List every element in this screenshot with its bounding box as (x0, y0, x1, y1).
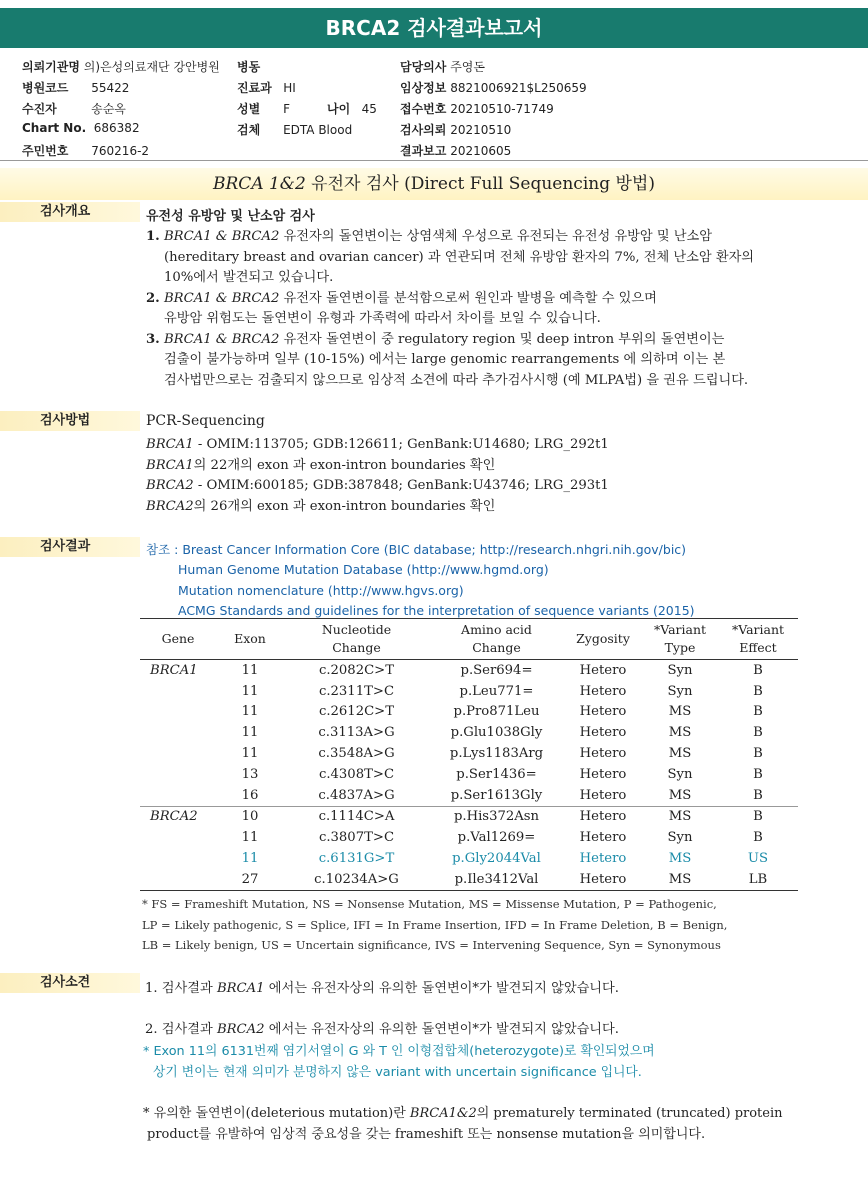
cell-exon: 11 (241, 704, 259, 720)
cell-amino-acid: p.Ile3412Val (454, 871, 539, 887)
item-line: 유방암 위험도는 돌연변이 유형과 가족력에 따라서 차이를 보일 수 있습니다. (164, 311, 601, 326)
cell-variant-effect: B (753, 746, 763, 762)
item-line: 유전자 돌연변이 중 regulatory region 및 deep intron 부위의 돌연변이는 (279, 331, 725, 347)
cell-gene (140, 869, 216, 890)
col-amino-acid (429, 619, 564, 660)
header-value: 20210510 (450, 123, 512, 137)
table-row (140, 743, 798, 764)
cell-variant-effect: B (753, 787, 763, 803)
method-text: 의 22개의 exon 과 exon-intron boundaries 확인 (193, 457, 496, 473)
col-nucleotide-l1: Nucleotide (321, 622, 392, 637)
cell-nucleotide: c.3113A>G (318, 725, 395, 741)
footnote-line: LB = Likely benign, US = Uncertain significance, IVS = Intervening Sequence, Syn = Synonymous (142, 938, 721, 952)
gene-name: BRCA2 (146, 498, 194, 514)
cell-gene: BRCA2 (150, 809, 198, 825)
cell-exon: 11 (241, 830, 259, 846)
item-genes: BRCA1 & BRCA2 (163, 331, 280, 347)
cell-nucleotide: c.2082C>T (318, 662, 395, 678)
header-value: 송순옥 (91, 102, 126, 116)
cell-amino-acid: p.Leu771= (459, 683, 534, 699)
header-label: 병동 (237, 60, 261, 74)
col-variant-type (642, 619, 718, 660)
col-amino-acid-l2: Change (472, 640, 521, 655)
cell-variant-type: Syn (667, 766, 693, 782)
cell-gene (140, 743, 216, 764)
cell-zygosity: Hetero (579, 851, 627, 867)
header-label: 병원코드 (22, 81, 69, 95)
cell-zygosity: Hetero (579, 704, 627, 720)
col-variant-effect-l2: Effect (739, 640, 777, 655)
gene-name: BRCA1 (216, 981, 265, 996)
cell-gene (140, 827, 216, 848)
col-variant-effect-l1: *Variant (731, 622, 785, 637)
table-row (140, 827, 798, 848)
cell-zygosity: Hetero (579, 787, 627, 803)
cell-nucleotide: c.3807T>C (318, 830, 395, 846)
item-line: (hereditary breast and ovarian cancer) 과 연관되며 전체 유방암 환자의 7%, 전체 난소암 환자의 (164, 249, 755, 265)
header-value: 8821006921$L250659 (450, 81, 587, 95)
item-genes: BRCA1 & BRCA2 (163, 229, 280, 244)
cell-gene (140, 702, 216, 723)
finding-4: 상기 변이는 현재 의미가 분명하지 않은 variant with uncertain significance 입니다. (153, 1065, 642, 1080)
item-number: 2. (146, 290, 160, 306)
method-line (146, 476, 609, 497)
col-amino-acid-l1: Amino acid (461, 622, 532, 637)
header-label: 진료과 (237, 81, 272, 95)
section-label-result: 검사결과 (0, 537, 140, 557)
cell-variant-effect: B (753, 725, 763, 741)
cell-exon: 11 (241, 746, 259, 762)
col-zygosity: Zygosity (576, 631, 630, 646)
cell-zygosity: Hetero (579, 725, 627, 741)
header-divider (0, 160, 868, 161)
finding-text: 2. 검사결과 (145, 1022, 217, 1037)
item-line: 유전자의 돌연변이는 상염색체 우성으로 유전되는 유전성 유방암 및 난소암 (279, 229, 712, 244)
cell-zygosity: Hetero (579, 683, 627, 699)
header-label: 검체 (237, 123, 261, 137)
method-line (146, 456, 609, 477)
header-value: 20210605 (450, 144, 512, 158)
header-value: 55422 (91, 81, 130, 95)
col-nucleotide (284, 619, 429, 660)
footnote-line: * FS = Frameshift Mutation, NS = Nonsense Mutation, MS = Missense Mutation, P = Pathogenic, (142, 897, 717, 911)
cell-nucleotide: c.3548A>G (318, 746, 395, 762)
note-2: product를 유발하여 임상적 중요성을 갖는 frameshift 또는 nonsense mutation을 의미합니다. (147, 1127, 706, 1142)
header-label: 수진자 (22, 102, 57, 116)
cell-gene (140, 785, 216, 806)
method-title-italic: BRCA 1&2 (213, 174, 306, 194)
cell-nucleotide: c.10234A>G (314, 871, 399, 887)
header-value: 686382 (93, 121, 140, 135)
cell-nucleotide: c.6131G>T (318, 851, 395, 867)
cell-amino-acid: p.Ser694= (460, 662, 533, 678)
col-variant-type-l2: Type (664, 640, 696, 655)
cell-variant-effect: B (753, 830, 763, 846)
header-label: 의뢰기관명 (22, 60, 80, 74)
header-right (400, 58, 587, 163)
cell-amino-acid: p.Glu1038Gly (450, 725, 543, 741)
cell-exon: 11 (241, 725, 259, 741)
header-dept (237, 79, 296, 96)
cell-variant-type: MS (668, 725, 692, 741)
finding-text: 1. 검사결과 (145, 981, 217, 996)
cell-nucleotide: c.4308T>C (318, 766, 395, 782)
header-label: 결과보고 (400, 144, 447, 158)
cell-variant-type: Syn (667, 830, 693, 846)
cell-amino-acid: p.Lys1183Arg (449, 746, 544, 762)
cell-exon: 13 (241, 766, 259, 782)
table-row (140, 764, 798, 785)
cell-nucleotide: c.2612C>T (318, 704, 395, 720)
header-value: F (283, 102, 290, 116)
header-specimen (237, 121, 352, 138)
col-gene: Gene (161, 631, 195, 646)
table-row (140, 785, 798, 806)
item-line: 검출이 불가능하며 일부 (10-15%) 에서는 large genomic rearrangements 에 의하며 이는 본 (164, 352, 726, 367)
finding-2 (145, 1018, 619, 1037)
overview-item-3 (146, 330, 754, 351)
item-line: 10%에서 발견되고 있습니다. (164, 270, 334, 285)
method-line (146, 435, 609, 456)
cell-variant-effect: US (747, 851, 769, 867)
cell-variant-effect: B (753, 766, 763, 782)
variant-table (140, 618, 798, 891)
table-row (140, 681, 798, 702)
cell-exon: 16 (241, 787, 259, 803)
section-label-method: 검사방법 (0, 411, 140, 431)
cell-zygosity: Hetero (579, 766, 627, 782)
cell-zygosity: Hetero (579, 830, 627, 846)
references (146, 540, 695, 621)
header-value: HI (283, 81, 296, 95)
reference-text: Breast Cancer Information Core (BIC database; http://research.nhgri.nih.gov/bic) (182, 542, 687, 557)
note-text: 의 prematurely terminated (truncated) protein (476, 1106, 783, 1121)
reference-line: Human Genome Mutation Database (http://www.hgmd.org) (178, 562, 549, 578)
cell-exon: 11 (241, 662, 259, 678)
report-title-text: BRCA2 검사결과보고서 (325, 16, 543, 40)
overview-item-2 (146, 289, 754, 310)
cell-exon: 10 (241, 809, 259, 825)
cell-nucleotide: c.1114C>A (318, 809, 395, 825)
overview-items (146, 227, 754, 391)
col-variant-effect (718, 619, 798, 660)
header-value: 주영돈 (450, 60, 485, 74)
cell-variant-effect: B (753, 683, 763, 699)
cell-nucleotide: c.4837A>G (318, 787, 395, 803)
reference-line: ACMG Standards and guidelines for the interpretation of sequence variants (2015) (178, 602, 695, 618)
cell-variant-type: MS (668, 809, 692, 825)
cell-zygosity: Hetero (579, 662, 627, 678)
header-age (327, 100, 377, 117)
cell-gene: BRCA1 (150, 662, 198, 678)
cell-amino-acid: p.Val1269= (457, 830, 536, 846)
header-label: 임상정보 (400, 81, 447, 95)
item-number: 1. (146, 229, 160, 244)
cell-variant-type: MS (668, 704, 692, 720)
section-label-overview: 검사개요 (0, 202, 140, 222)
cell-variant-effect: LB (748, 871, 768, 887)
overview-item-1 (146, 227, 754, 248)
cell-variant-type: MS (668, 787, 692, 803)
cell-amino-acid: p.Gly2044Val (452, 851, 541, 867)
header-label: 성별 (237, 102, 261, 116)
method-line (146, 497, 609, 518)
reference-prefix: 참조 : (146, 542, 183, 557)
cell-variant-type: Syn (667, 662, 693, 678)
cell-exon: 11 (241, 683, 259, 699)
item-genes: BRCA1 & BRCA2 (163, 290, 280, 306)
finding-text: 에서는 유전자상의 유의한 돌연변이*가 발견되지 않았습니다. (264, 981, 619, 996)
col-exon: Exon (234, 631, 266, 646)
table-row (140, 702, 798, 723)
finding-text: 에서는 유전자상의 유의한 돌연변이*가 발견되지 않았습니다. (264, 1022, 619, 1037)
cell-exon: 11 (241, 851, 259, 867)
cell-variant-effect: B (753, 704, 763, 720)
col-variant-type-l1: *Variant (653, 622, 707, 637)
table-row (140, 848, 798, 869)
header-left (22, 58, 220, 163)
note-1 (143, 1102, 783, 1121)
table-row (140, 722, 798, 743)
header-label: 접수번호 (400, 102, 447, 116)
gene-name: BRCA1 (146, 437, 194, 452)
header-value: 20210510-71749 (450, 102, 554, 116)
cell-variant-type: MS (668, 746, 692, 762)
cell-amino-acid: p.His372Asn (453, 809, 540, 825)
section-label-finding: 검사소견 (0, 973, 140, 993)
cell-amino-acid: p.Ser1613Gly (450, 787, 543, 803)
header-value: EDTA Blood (283, 123, 353, 137)
cell-exon: 27 (241, 871, 259, 887)
item-number: 3. (146, 331, 160, 347)
method-heading: PCR-Sequencing (146, 413, 265, 429)
gene-name: BRCA1 (146, 457, 194, 473)
table-header-row (140, 619, 798, 660)
table-body (140, 660, 798, 891)
gene-name: BRCA2 (216, 1022, 265, 1037)
header-label: 담당의사 (400, 60, 447, 74)
cell-zygosity: Hetero (579, 871, 627, 887)
item-line: 검사법만으로는 검출되지 않으므로 임상적 소견에 따라 추가검사시행 (예 MLPA법) 을 권유 드립니다. (164, 372, 749, 388)
reference-line (146, 540, 695, 560)
table-row (140, 660, 798, 681)
cell-zygosity: Hetero (579, 809, 627, 825)
reference-line: Mutation nomenclature (http://www.hgvs.org) (178, 582, 464, 598)
cell-gene (140, 722, 216, 743)
overview-heading: 유전성 유방암 및 난소암 검사 (146, 209, 315, 224)
method-lines (146, 435, 609, 517)
footnotes (142, 894, 727, 956)
cell-variant-type: Syn (667, 683, 693, 699)
report-title (0, 8, 868, 48)
table-row (140, 806, 798, 827)
cell-variant-type: MS (668, 871, 692, 887)
note-text: * 유의한 돌연변이(deleterious mutation)란 (143, 1106, 410, 1121)
footnote-line: LP = Likely pathogenic, S = Splice, IFI = In Frame Insertion, IFD = In Frame Deletion, B = Benign, (142, 917, 728, 932)
item-line: 유전자 돌연변이를 분석함으로써 원인과 발병을 예측할 수 있으며 (279, 290, 657, 306)
method-text: 의 26개의 exon 과 exon-intron boundaries 확인 (193, 498, 496, 514)
header-ward (237, 58, 260, 75)
cell-nucleotide: c.2311T>C (318, 683, 395, 699)
cell-amino-acid: p.Pro871Leu (453, 704, 540, 720)
header-value: 45 (361, 102, 377, 116)
finding-3: * Exon 11의 6131번째 염기서열이 G 와 T 인 이형접합체(heterozygote)로 확인되었으며 (143, 1044, 655, 1059)
header-label: 검사의뢰 (400, 123, 447, 137)
header-sex (237, 100, 290, 117)
gene-name: BRCA1&2 (409, 1106, 477, 1121)
cell-gene (140, 764, 216, 785)
method-text: - OMIM:113705; GDB:126611; GenBank:U14680; LRG_292t1 (193, 437, 609, 452)
cell-variant-effect: B (753, 662, 763, 678)
header-value: 의)은성의료재단 강안병원 (83, 60, 220, 74)
cell-zygosity: Hetero (579, 746, 627, 762)
gene-name: BRCA2 (146, 478, 194, 493)
cell-gene (140, 848, 216, 869)
cell-variant-effect: B (753, 809, 763, 825)
cell-variant-type: MS (668, 851, 692, 867)
header-label: 주민번호 (22, 144, 69, 158)
cell-gene (140, 681, 216, 702)
method-title-rest: 유전자 검사 (Direct Full Sequencing 방법) (305, 174, 655, 194)
col-nucleotide-l2: Change (332, 640, 381, 655)
method-text: - OMIM:600185; GDB:387848; GenBank:U43746; LRG_293t1 (193, 478, 609, 493)
header-label: 나이 (327, 102, 351, 116)
table-row (140, 869, 798, 890)
method-title (0, 168, 868, 200)
finding-1 (145, 977, 619, 996)
header-label: Chart No. (22, 121, 87, 135)
cell-amino-acid: p.Ser1436= (456, 766, 537, 782)
header-value: 760216-2 (91, 144, 150, 158)
